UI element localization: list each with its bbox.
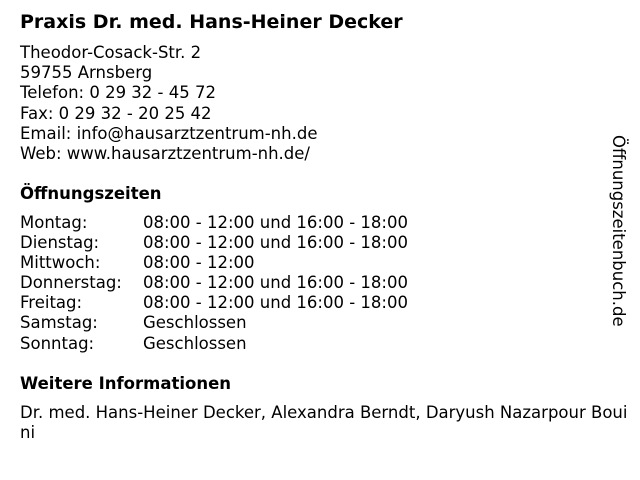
hours-time: Geschlossen — [143, 313, 247, 333]
phone-number: Telefon: 0 29 32 - 45 72 — [20, 83, 216, 103]
hours-time: 08:00 - 12:00 — [143, 253, 255, 273]
hours-row — [20, 293, 408, 313]
hours-day: Donnerstag: — [20, 273, 122, 293]
hours-time: 08:00 - 12:00 und 16:00 - 18:00 — [143, 213, 408, 232]
city-address: 59755 Arnsberg — [20, 63, 153, 83]
website-address: Web: www.hausarztzentrum-nh.de/ — [20, 143, 310, 163]
further-info-text: Dr. med. Hans-Heiner Decker, Alexandra Berndt, Daryush Nazarpour Bouini — [20, 403, 628, 442]
hours-row — [20, 213, 408, 233]
hours-row — [20, 334, 408, 354]
email-address: Email: info@hausarztzentrum-nh.de — [20, 123, 318, 143]
hours-row — [20, 273, 408, 293]
practice-title: Praxis Dr. med. Hans-Heiner Decker — [20, 11, 403, 33]
hours-time: Geschlossen — [143, 333, 247, 353]
hours-row — [20, 233, 408, 253]
hours-day: Mittwoch: — [20, 253, 101, 273]
side-brand-label: Öffnungszeitenbuch.de — [609, 135, 628, 327]
street-address: Theodor-Cosack-Str. 2 — [20, 43, 202, 62]
hours-day: Samstag: — [20, 313, 98, 333]
hours-time: 08:00 - 12:00 und 16:00 - 18:00 — [143, 293, 408, 313]
hours-day: Dienstag: — [20, 233, 100, 253]
hours-time: 08:00 - 12:00 und 16:00 - 18:00 — [143, 233, 408, 253]
hours-day: Sonntag: — [20, 333, 95, 353]
hours-day: Montag: — [20, 213, 88, 232]
hours-row — [20, 313, 408, 333]
contact-block — [20, 43, 317, 164]
opening-hours-heading: Öffnungszeiten — [20, 184, 162, 203]
further-info-heading: Weitere Informationen — [20, 374, 232, 393]
hours-day: Freitag: — [20, 293, 83, 313]
opening-hours-table — [20, 213, 408, 354]
fax-number: Fax: 0 29 32 - 20 25 42 — [20, 103, 212, 123]
hours-time: 08:00 - 12:00 und 16:00 - 18:00 — [143, 273, 408, 293]
hours-row — [20, 253, 408, 273]
